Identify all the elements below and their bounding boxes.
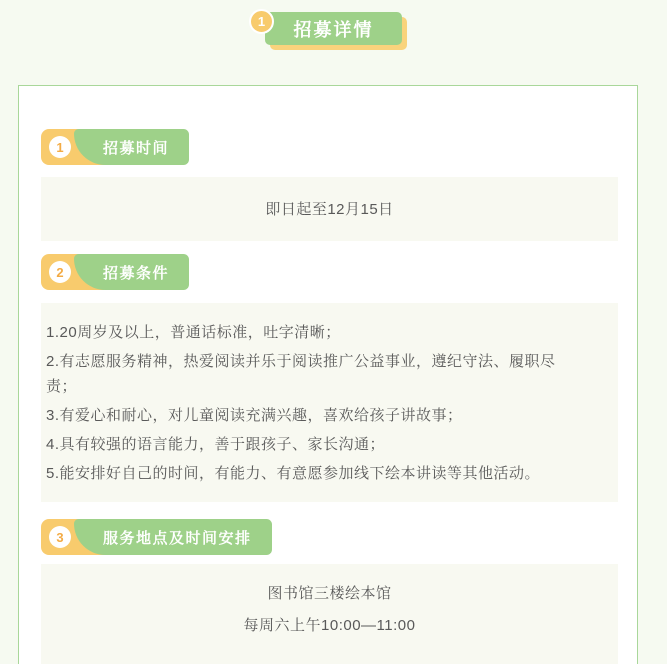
page-title-badge bbox=[257, 12, 402, 45]
condition-item bbox=[46, 320, 610, 345]
condition-item-text: 3.有爱心和耐心，对儿童阅读充满兴趣，喜欢给孩子讲故事； bbox=[46, 407, 463, 424]
section-number-badge: 1 bbox=[49, 136, 71, 158]
section-title-recruitment-conditions: 招募条件 bbox=[74, 254, 189, 290]
condition-item-text: 责； bbox=[46, 378, 78, 395]
condition-item bbox=[46, 461, 610, 486]
condition-item-text: 5.能安排好自己的时间，有能力、有意愿参加线下绘本讲读等其他活动。 bbox=[46, 465, 541, 482]
condition-item bbox=[46, 349, 610, 399]
condition-item-text: 1.20周岁及以上，普通话标准，吐字清晰； bbox=[46, 324, 341, 341]
condition-item-text: 2.有志愿服务精神，热爱阅读并乐于阅读推广公益事业，遵纪守法、履职尽 bbox=[46, 353, 556, 370]
page-header bbox=[0, 0, 667, 45]
section-content-recruitment-conditions bbox=[41, 303, 618, 502]
section-header-recruitment-conditions bbox=[41, 254, 618, 290]
section-title-recruitment-time: 招募时间 bbox=[74, 129, 189, 165]
page-title: 招募详情 bbox=[293, 19, 374, 40]
recruitment-time-text: 即日起至12月15日 bbox=[265, 201, 394, 218]
condition-item bbox=[46, 432, 610, 457]
section-number-badge: 2 bbox=[49, 261, 71, 283]
title-number-badge: 1 bbox=[249, 9, 274, 34]
section-title-service-location: 服务地点及时间安排 bbox=[74, 519, 272, 555]
section-header-recruitment-time bbox=[41, 129, 618, 165]
service-location-text: 图书馆三楼绘本馆 bbox=[267, 585, 392, 602]
section-header-service-location bbox=[41, 519, 618, 555]
section-number-badge: 3 bbox=[49, 526, 71, 548]
content-card bbox=[18, 85, 638, 664]
service-schedule-text: 每周六上午10:00—11:00 bbox=[243, 617, 416, 634]
section-content-service-location bbox=[41, 564, 618, 664]
section-content-recruitment-time bbox=[41, 177, 618, 241]
condition-item-text: 4.具有较强的语言能力，善于跟孩子、家长沟通； bbox=[46, 436, 386, 453]
condition-item bbox=[46, 403, 610, 428]
